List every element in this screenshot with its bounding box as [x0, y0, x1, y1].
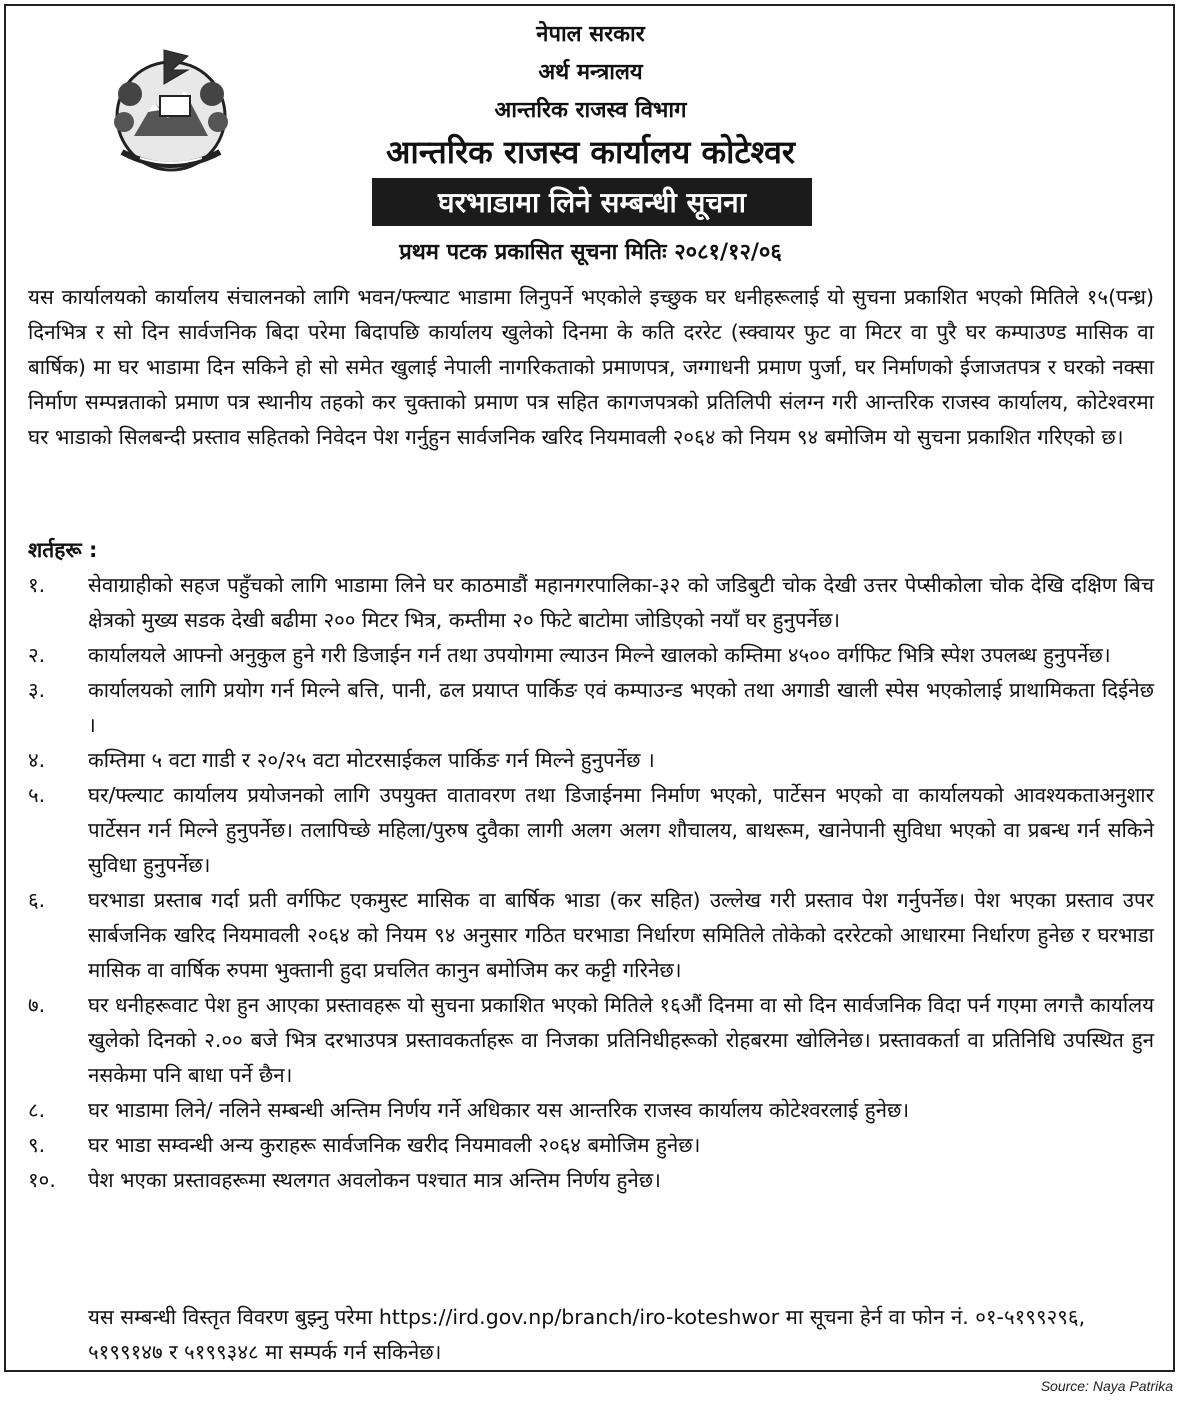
condition-text: सेवाग्राहीको सहज पहुँचको लागि भाडामा लिने घर काठमाडौं महानगरपालिका-३२ को जडिबुटी चोक देखी उत्तर पेप्सीकोला चोक देखि दक्षिण बिच क्षेत्रको मुख्य सडक देखी बढीमा २०० मिटर भित्र, कम्तीमा २० फिटे बाटोमा जोडिएको नयाँ घर हुनुपर्नेछ। [88, 573, 1154, 632]
publication-date: प्रथम पटक प्रकासित सूचना मितिः २०८१/१२/०६ [399, 240, 782, 265]
notice-title: घरभाडामा लिने सम्बन्धी सूचना [438, 186, 746, 219]
condition-text: कार्यालयले आफ्नो अनुकुल हुने गरी डिजाईन गर्न तथा उपयोगमा ल्याउन मिल्ने खालको कम्तिमा ४५०० वर्गफिट भित्रि स्पेश उपलब्ध हुनुपर्नेछ। [88, 643, 1111, 667]
intro-paragraph: यस कार्यालयको कार्यालय संचालनको लागि भवन/फ्ल्याट भाडामा लिनुपर्ने भएकोले इच्छुक घर धनीहरूलाई यो सुचना प्रकाशित भएको मितिले १५(पन्ध्र) दिनभित्र र सो दिन सार्वजनिक बिदा परेमा बिदापछि कार्यालय खुलेको दिनमा के कति दररेट (स्क्वायर फुट वा मिटर वा पुरै घर कम्पाउण्ड मासिक वा बार्षिक) मा घर भाडामा दिन सकिने हो सो समेत खुलाई नेपाली नागरिकताको प्रमाणपत्र, जग्गाधनी प्रमाण पुर्जा, घर निर्माणको ईजाजतपत्र र घरको नक्सा निर्माण सम्पन्नताको प्रमाण पत्र स्थानीय तहको कर चुक्ताको प्रमाण पत्र सहित कागजपत्रको प्रतिलिपी संलग्न गरी आन्तरिक राजस्व कार्यालय, कोटेश्वरमा घर भाडाको सिलबन्दी प्रस्ताव सहितको निवेदन पेश गर्नुहुन सार्वजनिक खरिद नियमावली २०६४ को नियम ९४ बमोजिम यो सुचना प्रकाशित गरिएको छ। [28, 285, 1154, 449]
condition-item [28, 1128, 1154, 1163]
condition-item [28, 638, 1154, 673]
condition-text: कम्तिमा ५ वटा गाडी र २०/२५ वटा मोटरसाईकल पार्किङ गर्न मिल्ने हुनुपर्नेछ । [88, 748, 655, 772]
condition-number: ३. [28, 678, 46, 702]
ministry-heading: अर्थ मन्त्रालय [538, 60, 643, 85]
condition-number: १. [28, 573, 46, 597]
condition-item [28, 883, 1154, 988]
contact-prefix: यस सम्बन्धी विस्तृत विवरण बुझ्नु परेमा [88, 1305, 373, 1329]
conditions-list [28, 568, 1154, 1198]
condition-text: कार्यालयको लागि प्रयोग गर्न मिल्ने बत्ति, पानी, ढल प्रयाप्त पार्किङ एवं कम्पाउन्ड भएको तथा अगाडी खाली स्पेस भएकोलाई प्राथामिकता दिईनेछ । [88, 678, 1154, 737]
condition-number: १०. [28, 1168, 56, 1192]
department-heading: आन्तरिक राजस्व विभाग [494, 98, 687, 123]
condition-number: २. [28, 643, 46, 667]
condition-text: घर धनीहरूवाट पेश हुन आएका प्रस्तावहरू यो सुचना प्रकाशित भएको मितिले १६औं दिनमा वा सो दिन सार्वजनिक विदा पर्न गएमा लगत्तै कार्यालय खुलेको दिनको २.०० बजे भित्र दरभाउपत्र प्रस्तावकर्ताहरू वा निजका प्रतिनिधीहरूको रोहबरमा खोलिनेछ। प्रस्तावकर्ता वा प्रतिनिधि उपस्थित हुन नसकेमा पनि बाधा पर्ने छैन। [88, 993, 1154, 1087]
condition-item [28, 568, 1154, 638]
condition-text: घर भाडा सम्वन्धी अन्य कुराहरू सार्वजनिक खरीद नियमावली २०६४ बमोजिम हुनेछ। [88, 1133, 701, 1157]
condition-number: ५. [28, 783, 46, 807]
condition-item [28, 988, 1154, 1093]
condition-item [28, 778, 1154, 883]
conditions-heading: शर्तहरू : [28, 538, 98, 562]
contact-suffix: मा सूचना हेर्न वा फोन नं. ०१-५१९९२९६, ५१९९१४७ र ५१९९३४८ मा सम्पर्क गर्न सकिनेछ। [88, 1305, 1086, 1364]
condition-text: घर/फ्ल्याट कार्यालय प्रयोजनको लागि उपयुक्त वातावरण तथा डिजाईनमा निर्माण भएको, पार्टेसन भएको वा कार्यालयको आवश्यकताअनुशार पार्टेसन गर्न मिल्ने हुनुपर्नेछ। तलापिच्छे महिला/पुरुष दुवैका लागी अलग अलग शौचालय, बाथरूम, खानेपानी सुविधा भएको वा प्रबन्ध गर्न सकिने सुविधा हुनुपर्नेछ। [88, 783, 1154, 877]
condition-item [28, 1163, 1154, 1198]
contact-info [88, 1300, 1154, 1370]
condition-number: ७. [28, 993, 46, 1017]
condition-item [28, 673, 1154, 743]
notice-title-banner [372, 178, 812, 226]
condition-item [28, 1093, 1154, 1128]
office-heading: आन्तरिक राजस्व कार्यालय कोटेश्वर [386, 133, 795, 171]
condition-item [28, 743, 1154, 778]
office-url-link[interactable]: https://ird.gov.np/branch/iro-koteshwor [378, 1305, 780, 1329]
condition-text: घरभाडा प्रस्ताब गर्दा प्रती वर्गफिट एकमुस्ट मासिक वा बार्षिक भाडा (कर सहित) उल्लेख गरी प्रस्ताव पेश गर्नुपर्नेछ। पेश भएका प्रस्ताव उपर सार्बजनिक खरिद नियमावली २०६४ को नियम ९४ अनुसार गठित घरभाडा निर्धारण समितिले तोकेको दररेटको आधारमा निर्धारण हुनेछ र घरभाडा मासिक वा वार्षिक रुपमा भुक्तानी हुदा प्रचलित कानुन बमोजिम कर कट्टी गरिनेछ। [88, 888, 1154, 982]
condition-number: ४. [28, 748, 46, 772]
condition-number: ८. [28, 1098, 46, 1122]
source-credit: Source: Naya Patrika [1040, 1378, 1173, 1394]
condition-number: ६. [28, 888, 46, 912]
condition-text: पेश भएका प्रस्तावहरूमा स्थलगत अवलोकन पश्चात मात्र अन्तिम निर्णय हुनेछ। [88, 1168, 661, 1192]
condition-number: ९. [28, 1133, 46, 1157]
condition-text: घर भाडामा लिने/ नलिने सम्बन्धी अन्तिम निर्णय गर्ने अधिकार यस आन्तरिक राजस्व कार्यालय कोटेश्वरलाई हुनेछ। [88, 1098, 910, 1122]
government-heading: नेपाल सरकार [536, 22, 645, 47]
